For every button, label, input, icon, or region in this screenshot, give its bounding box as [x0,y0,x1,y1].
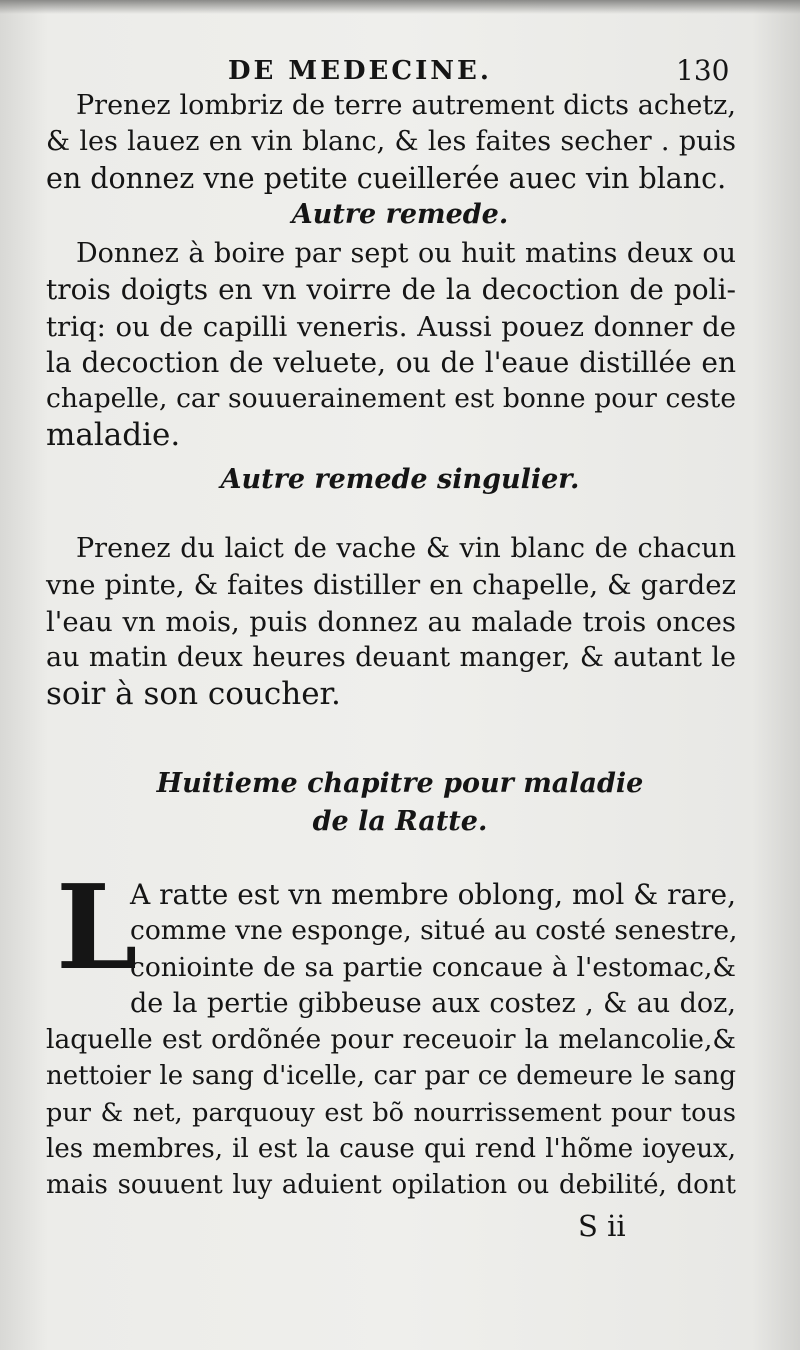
text-line: coniointe de sa partie concaue à l'estomac,& [130,951,736,983]
remedy-heading: Autre remede. [291,199,509,230]
page-edge-shadow [0,0,800,14]
chapter-heading-line-2: de la Ratte. [312,806,488,837]
text-line: A ratte est vn membre oblong, mol & rare, [130,878,736,911]
text-line: trois doigts en vn voirre de la decoction de poli- [46,273,736,307]
text-line: maladie. [46,417,181,454]
chapter-body [46,1022,736,1203]
page-header [0,56,800,90]
chapter-heading-line-1: Huitieme chapitre pour maladie [156,768,644,799]
chapter-capped-lines [130,877,736,1022]
text-line: & les lauez en vin blanc, & les faites secher . puis [46,126,736,158]
text-line: Donnez à boire par sept ou huit matins deux ou [76,238,736,269]
text-line: mais souuent luy aduient opilation ou debilité, dont [46,1170,736,1201]
text-line: nettoier le sang d'icelle, car par ce demeure le sang [46,1061,736,1092]
text-line: chapelle, car souuerainement est bonne pour ceste [46,383,736,415]
text-line: Prenez du laict de vache & vin blanc de chacun [76,533,736,564]
text-line: pur & net, parquouy est bõ nourrissement pour tous [46,1097,736,1128]
signature-mark: S ii [578,1209,626,1243]
text-line: au matin deux heures deuant manger, & autant le [46,641,736,673]
remedy-3-paragraph [46,531,736,712]
text-line: triq: ou de capilli veneris. Aussi pouez donner de [46,310,736,343]
text-line: l'eau vn mois, puis donnez au malade trois onces [46,605,736,638]
text-line: laquelle est ordõnée pour receuoir la melancolie,& [46,1024,736,1055]
text-line: la decoction de veluete, ou de l'eaue distillée en [46,345,736,379]
text-line: vne pinte, & faites distiller en chapelle, & gardez [46,569,736,602]
remedy-1-paragraph [46,88,736,197]
text-line: Prenez lombriz de terre autrement dicts achetz, [76,90,736,121]
text-line: soir à son coucher. [46,676,341,713]
drop-cap: L [56,860,138,996]
page-number: 130 [676,54,730,87]
text-line: comme vne esponge, situé au costé senestre, [130,915,738,947]
running-title: DE MEDECINE. [228,56,492,86]
remedy-heading-singulier: Autre remede singulier. [220,464,580,495]
text-line: les membres, il est la cause qui rend l'hõme ioyeux, [46,1133,736,1164]
text-line: de la pertie gibbeuse aux costez , & au doz, [130,987,736,1019]
remedy-2-paragraph [46,236,736,454]
text-line: en donnez vne petite cueillerée auec vin blanc. [46,161,727,195]
